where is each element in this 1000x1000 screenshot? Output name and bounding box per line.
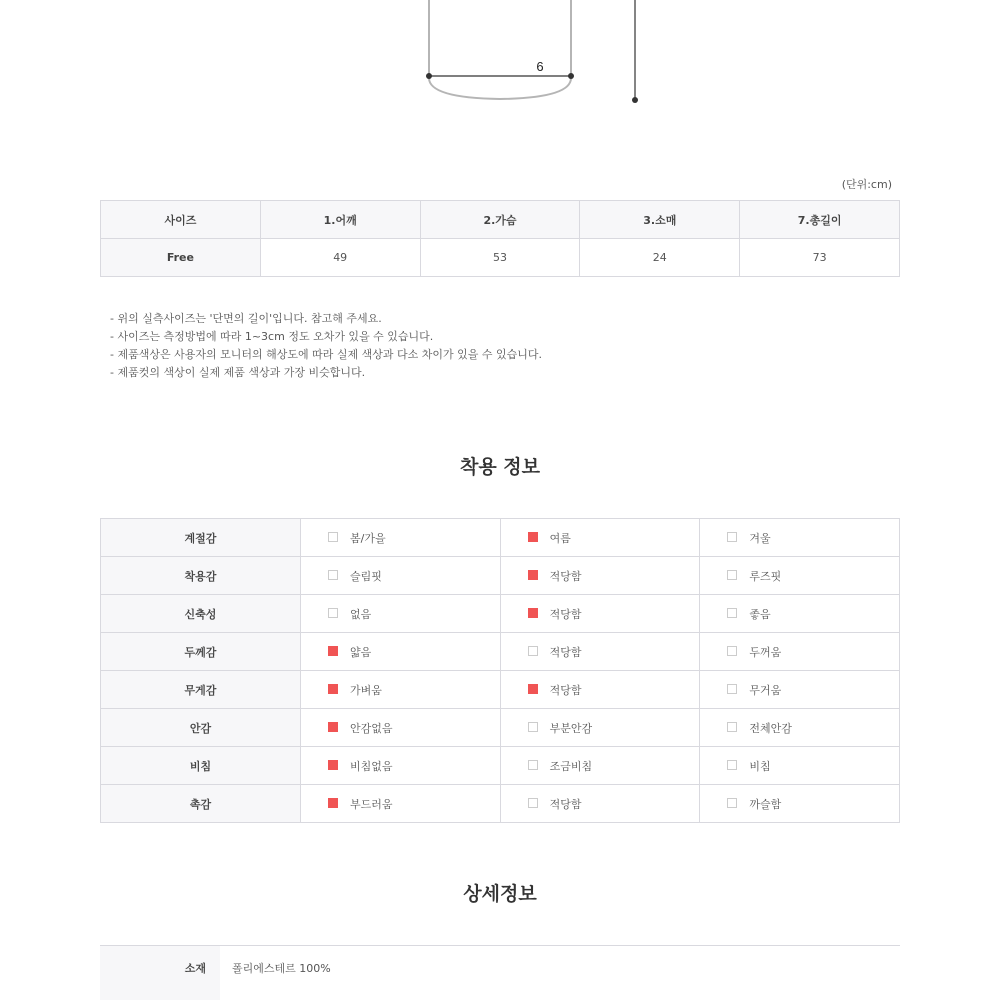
size-table: [100, 200, 900, 277]
size-header-cell: 사이즈: [101, 201, 261, 239]
fit-option: [700, 519, 900, 557]
unchecked-box-icon: [727, 760, 737, 770]
measure-endpoint-right: [568, 73, 574, 79]
note-item: - 사이즈는 측정방법에 따라 1~3cm 정도 오차가 있을 수 있습니다.: [110, 330, 434, 343]
fit-option: [500, 709, 700, 747]
fit-row: [101, 557, 900, 595]
fit-row-label: 비침: [101, 747, 301, 785]
size-notes: [110, 310, 542, 382]
size-cell: 53: [420, 239, 580, 277]
fit-option-label: 전체안감: [749, 721, 792, 735]
fit-option-label: 안감없음: [350, 721, 393, 735]
measurement-diagram: [0, 0, 1000, 120]
fit-option: [301, 519, 501, 557]
fit-row: [101, 747, 900, 785]
length-endpoint: [632, 97, 638, 103]
unchecked-box-icon: [727, 570, 737, 580]
unchecked-box-icon: [727, 684, 737, 694]
fit-option: [301, 557, 501, 595]
fit-option: [500, 785, 700, 823]
fit-info-table: [100, 518, 900, 823]
fit-option: [301, 709, 501, 747]
fit-row-label: 촉감: [101, 785, 301, 823]
checked-box-icon: [528, 532, 538, 542]
fit-option-label: 무거움: [749, 683, 782, 697]
checked-box-icon: [328, 722, 338, 732]
fit-option: [500, 671, 700, 709]
size-header-cell: 7.총길이: [740, 201, 900, 239]
fit-option: [500, 519, 700, 557]
fit-option-label: 여름: [549, 531, 571, 545]
size-table-row: [101, 239, 900, 277]
unchecked-box-icon: [528, 798, 538, 808]
unchecked-box-icon: [727, 608, 737, 618]
fit-option: [500, 557, 700, 595]
fit-row-label: 무게감: [101, 671, 301, 709]
note-item: - 위의 실측사이즈는 '단면의 길이'입니다. 참고해 주세요.: [110, 312, 382, 325]
size-cell: 73: [740, 239, 900, 277]
fit-option-label: 겨울: [749, 531, 771, 545]
unchecked-box-icon: [727, 798, 737, 808]
fit-option-label: 비침: [749, 759, 771, 773]
fit-option-label: 부드러움: [350, 797, 393, 811]
size-cell: 49: [260, 239, 420, 277]
unit-label: (단위:cm): [841, 178, 892, 191]
size-row-label: Free: [101, 239, 261, 277]
fit-option-label: 봄/가을: [350, 531, 386, 545]
size-cell: 24: [580, 239, 740, 277]
fit-option-label: 얇음: [350, 645, 372, 659]
unchecked-box-icon: [328, 608, 338, 618]
note-item: - 제품컷의 색상이 실제 제품 색상과 가장 비슷합니다.: [110, 366, 366, 379]
fit-row: [101, 519, 900, 557]
measure-endpoint-left: [426, 73, 432, 79]
unchecked-box-icon: [328, 532, 338, 542]
measure-label: 6: [536, 59, 544, 74]
detail-row-value: 폴리에스테르 100%: [232, 962, 331, 975]
fit-row-label: 계절감: [101, 519, 301, 557]
fit-option: [301, 633, 501, 671]
fit-option-label: 루즈핏: [749, 569, 782, 583]
detail-row-label: 소재: [100, 946, 220, 1000]
unchecked-box-icon: [727, 722, 737, 732]
checked-box-icon: [528, 570, 538, 580]
fit-option: [700, 671, 900, 709]
size-header-cell: 3.소매: [580, 201, 740, 239]
fit-option: [700, 557, 900, 595]
fit-option-label: 적당함: [549, 683, 582, 697]
fit-row-label: 두께감: [101, 633, 301, 671]
fit-option: [301, 747, 501, 785]
fit-option-label: 없음: [350, 607, 372, 621]
fit-option-label: 적당함: [549, 645, 582, 659]
size-table-header-row: [101, 201, 900, 239]
fit-option-label: 가벼움: [350, 683, 382, 697]
fit-option-label: 까슬함: [749, 797, 782, 811]
fit-option: [500, 747, 700, 785]
checked-box-icon: [328, 760, 338, 770]
fit-row: [101, 709, 900, 747]
checked-box-icon: [328, 798, 338, 808]
fit-row: [101, 633, 900, 671]
checked-box-icon: [528, 608, 538, 618]
fit-option: [700, 633, 900, 671]
fit-option: [301, 785, 501, 823]
unchecked-box-icon: [528, 760, 538, 770]
fit-row: [101, 671, 900, 709]
unchecked-box-icon: [328, 570, 338, 580]
fit-row-label: 신축성: [101, 595, 301, 633]
size-header-cell: 1.어깨: [260, 201, 420, 239]
fit-row-label: 착용감: [101, 557, 301, 595]
fit-option: [700, 709, 900, 747]
unchecked-box-icon: [528, 646, 538, 656]
garment-outline: [429, 0, 571, 99]
checked-box-icon: [328, 684, 338, 694]
fit-option-label: 조금비침: [549, 759, 593, 773]
fit-row-label: 안감: [101, 709, 301, 747]
fit-option-label: 슬림핏: [350, 569, 382, 583]
unchecked-box-icon: [727, 646, 737, 656]
detail-info-table: [100, 945, 900, 1000]
checked-box-icon: [528, 684, 538, 694]
fit-row: [101, 595, 900, 633]
fit-option-label: 적당함: [549, 797, 582, 811]
fit-option: [700, 595, 900, 633]
fit-option: [700, 747, 900, 785]
fit-option: [301, 595, 501, 633]
fit-option: [500, 633, 700, 671]
fit-option: [700, 785, 900, 823]
fit-option-label: 적당함: [549, 607, 582, 621]
detail-info-title: 상세정보: [463, 883, 537, 905]
size-header-cell: 2.가슴: [420, 201, 580, 239]
unchecked-box-icon: [528, 722, 538, 732]
fit-info-title: 착용 정보: [459, 456, 541, 478]
fit-option-label: 적당함: [549, 569, 582, 583]
fit-row: [101, 785, 900, 823]
checked-box-icon: [328, 646, 338, 656]
fit-option-label: 부분안감: [549, 721, 593, 735]
fit-option-label: 좋음: [749, 607, 771, 621]
note-item: - 제품색상은 사용자의 모니터의 해상도에 따라 실제 색상과 다소 차이가 있을 수 있습니다.: [110, 348, 542, 361]
fit-option: [500, 595, 700, 633]
fit-option-label: 두꺼움: [749, 645, 782, 659]
unchecked-box-icon: [727, 532, 737, 542]
fit-option-label: 비침없음: [350, 759, 393, 773]
fit-option: [301, 671, 501, 709]
